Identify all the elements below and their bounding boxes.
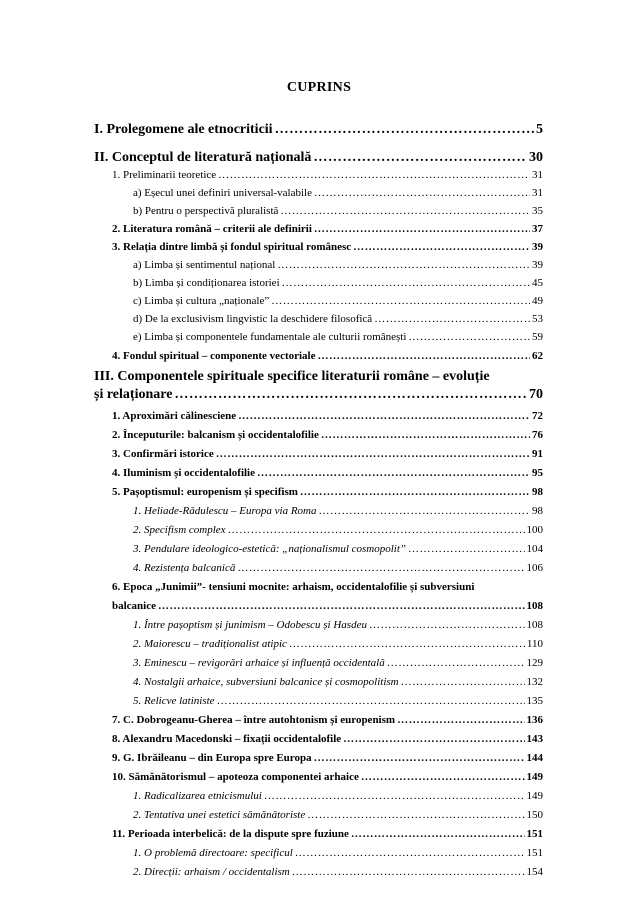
toc-entry-label: 3. Relația dintre limbă și fondul spiritual românesc <box>112 241 352 253</box>
toc-entry[interactable] <box>112 410 543 423</box>
toc-entry-label: e) Limba și componentele fundamentale ale culturii românești <box>133 331 407 343</box>
toc-page-number: 110 <box>526 638 543 650</box>
toc-entry-label: 1. Aproximări călinesciene <box>112 410 237 422</box>
toc-page-number: 108 <box>526 600 543 612</box>
toc-entry-label: 3. Confirmări istorice <box>112 448 214 460</box>
leader-dots <box>295 847 525 860</box>
toc-entry-label: c) Limba și cultura „naționale” <box>133 295 270 307</box>
toc-entry-label-line: III. Componentele spirituale specifice literaturii române – evoluție <box>94 369 490 384</box>
toc-page-number: 37 <box>532 223 543 235</box>
toc-entry-label: 2. Începuturile: balcanism și occidentalofilie <box>112 429 319 441</box>
toc-entry[interactable] <box>133 295 543 308</box>
toc-entry[interactable] <box>133 695 543 708</box>
toc-page-number: 132 <box>526 676 543 688</box>
toc-page-number: 151 <box>526 828 543 840</box>
leader-dots <box>387 657 525 670</box>
leader-dots <box>271 295 530 308</box>
toc-page-number: 39 <box>532 241 543 253</box>
leader-dots <box>280 205 530 218</box>
toc-entry-label: 3. Pendulare ideologico-estetică: „naționalismul cosmopolit” <box>133 543 407 555</box>
leader-dots <box>292 866 525 879</box>
toc-page-number: 45 <box>532 277 543 289</box>
toc-page-number: 144 <box>526 752 543 764</box>
leader-dots <box>300 486 530 499</box>
toc-entry[interactable] <box>133 676 543 689</box>
toc-page-number: 95 <box>532 467 543 479</box>
toc-page-number: 100 <box>526 524 543 536</box>
toc-entry-label: 10. Sămănătorismul – apoteoza componentei arhaice <box>112 771 359 783</box>
leader-dots <box>321 429 530 442</box>
toc-entry-label: 4. Iluminism și occidentalofilie <box>112 467 255 479</box>
toc-entry[interactable] <box>112 223 543 236</box>
toc-entry[interactable] <box>112 486 543 499</box>
toc-page-number: 39 <box>532 259 543 271</box>
leader-dots <box>314 187 530 200</box>
toc-entry[interactable] <box>133 187 543 200</box>
toc-entry-part-1[interactable] <box>94 122 543 138</box>
leader-dots <box>408 331 530 344</box>
toc-entry[interactable] <box>112 241 543 254</box>
leader-dots <box>319 505 531 518</box>
toc-page-number: 70 <box>529 387 543 402</box>
toc-entry[interactable] <box>112 429 543 442</box>
toc-page-number: 98 <box>532 505 543 517</box>
toc-entry[interactable] <box>133 259 543 272</box>
toc-page-number: 104 <box>526 543 543 555</box>
toc-entry-label: 1. O problemă directoare: specificul <box>133 847 293 859</box>
toc-entry-label: I. Prolegomene ale etnocriticii <box>94 122 273 137</box>
leader-dots <box>282 277 530 290</box>
leader-dots <box>313 150 527 166</box>
leader-dots <box>408 543 524 556</box>
toc-entry[interactable] <box>133 809 543 822</box>
toc-page-number: 143 <box>526 733 543 745</box>
toc-entry-label: 1. Preliminarii teoretice <box>112 169 217 181</box>
toc-page-number: 91 <box>532 448 543 460</box>
toc-entry-label: 1. Între pașoptism și junimism – Odobescu și Hasdeu <box>133 619 367 631</box>
toc-entry[interactable] <box>133 205 543 218</box>
toc-entry-label: 2. Literatura română – criterii ale definirii <box>112 223 312 235</box>
toc-entry[interactable] <box>133 657 543 670</box>
toc-page-number: 108 <box>526 619 543 631</box>
toc-entry-label: 5. Pașoptismul: europenism și specifism <box>112 486 298 498</box>
leader-dots <box>369 619 525 632</box>
leader-dots <box>158 600 525 613</box>
toc-entry[interactable] <box>133 562 543 575</box>
toc-page-number: 154 <box>526 866 543 878</box>
toc-entry-label: d) De la exclusivism lingvistic la deschidere filosofică <box>133 313 373 325</box>
leader-dots <box>353 241 530 254</box>
toc-page-number: 30 <box>529 150 543 165</box>
toc-entry[interactable] <box>133 524 543 537</box>
toc-entry-label: 2. Direcții: arhaism / occidentalism <box>133 866 290 878</box>
toc-entry[interactable] <box>112 600 543 613</box>
toc-entry[interactable] <box>133 866 543 879</box>
toc-page-number: 106 <box>526 562 543 574</box>
toc-entry-label: 2. Maiorescu – tradiționalist atipic <box>133 638 287 650</box>
leader-dots <box>397 714 524 727</box>
toc-entry-label: b) Pentru o perspectivă pluralistă <box>133 205 279 217</box>
toc-entry[interactable] <box>112 169 543 182</box>
toc-page-number: 31 <box>532 169 543 181</box>
toc-entry-label: 9. G. Ibrăileanu – din Europa spre Europa <box>112 752 312 764</box>
toc-entry[interactable] <box>133 277 543 290</box>
leader-dots <box>401 676 525 689</box>
toc-page-number: 136 <box>526 714 543 726</box>
toc-entry[interactable] <box>133 543 543 556</box>
toc-entry[interactable] <box>112 771 543 784</box>
toc-page-number: 98 <box>532 486 543 498</box>
leader-dots <box>343 733 524 746</box>
toc-entry-label: 4. Nostalgii arhaice, subversiuni balcanice și cosmopolitism <box>133 676 399 688</box>
toc-entry[interactable] <box>133 847 543 860</box>
leader-dots <box>228 524 525 537</box>
toc-entry-label: 7. C. Dobrogeanu-Gherea – între autohtonism și europenism <box>112 714 396 726</box>
toc-entry-label: 4. Fondul spiritual – componente vectoriale <box>112 350 316 362</box>
toc-entry-label-line: 6. Epoca „Junimii”- tensiuni mocnite: arhaism, occidentalofilie și subversiuni <box>112 581 475 593</box>
toc-entry-label: 2. Tentativa unei estetici sămănătoriste <box>133 809 306 821</box>
leader-dots <box>307 809 524 822</box>
leader-dots <box>374 313 530 326</box>
toc-page-number: 149 <box>526 771 543 783</box>
leader-dots <box>218 169 530 182</box>
leader-dots <box>314 223 530 236</box>
toc-entry[interactable] <box>112 733 543 746</box>
leader-dots <box>318 350 531 363</box>
toc-page-number: 53 <box>532 313 543 325</box>
toc-entry-label: 3. Eminescu – revigorări arhaice și influență occidentală <box>133 657 385 669</box>
toc-page-number: 35 <box>532 205 543 217</box>
toc-page-number: 150 <box>526 809 543 821</box>
leader-dots <box>289 638 525 651</box>
toc-page-number: 49 <box>532 295 543 307</box>
toc-entry[interactable] <box>112 467 543 480</box>
toc-entry[interactable] <box>112 752 543 765</box>
toc-entry-label: II. Conceptul de literatură națională <box>94 150 312 165</box>
toc-entry[interactable] <box>133 505 543 518</box>
leader-dots <box>361 771 525 784</box>
leader-dots <box>216 448 530 461</box>
toc-entry[interactable] <box>133 313 543 326</box>
toc-entry-label: balcanice <box>112 600 156 612</box>
toc-entry-label: 1. Heliade-Rădulescu – Europa via Roma <box>133 505 317 517</box>
leader-dots <box>238 410 530 423</box>
toc-entry[interactable] <box>133 638 543 651</box>
toc-entry-part-2[interactable] <box>94 150 543 166</box>
toc-entry[interactable] <box>133 331 543 344</box>
toc-entry-label: 8. Alexandru Macedonski – fixații occidentalofile <box>112 733 342 745</box>
toc-entry-label: 2. Specifism complex <box>133 524 226 536</box>
toc-page-number: 135 <box>526 695 543 707</box>
page-title: CUPRINS <box>286 80 352 95</box>
toc-page-number: 62 <box>532 350 543 362</box>
toc-page-number: 76 <box>532 429 543 441</box>
toc-entry-label: a) Limba și sentimentul național <box>133 259 276 271</box>
toc-entry[interactable] <box>133 790 543 803</box>
leader-dots <box>217 695 525 708</box>
toc-entry-label: 1. Radicalizarea etnicismului <box>133 790 262 802</box>
toc-page-number: 5 <box>536 122 543 137</box>
toc-entry-part-3[interactable] <box>94 387 543 403</box>
toc-page-number: 151 <box>526 847 543 859</box>
toc-page-number: 149 <box>526 790 543 802</box>
leader-dots <box>351 828 525 841</box>
toc-entry-label: 11. Perioada interbelică: de la dispute spre fuziune <box>112 828 349 840</box>
toc-page-number: 72 <box>532 410 543 422</box>
leader-dots <box>257 467 530 480</box>
toc-page-number: 59 <box>532 331 543 343</box>
toc-page-number: 129 <box>526 657 543 669</box>
toc-entry[interactable] <box>112 350 543 363</box>
leader-dots <box>275 122 534 138</box>
leader-dots <box>314 752 525 765</box>
toc-entry[interactable] <box>112 714 543 727</box>
toc-entry-label: și relaționare <box>94 387 173 402</box>
leader-dots <box>237 562 524 575</box>
toc-entry-label: 5. Relicve latiniste <box>133 695 215 707</box>
toc-entry-label: a) Eșecul unei definiri universal-valabile <box>133 187 312 199</box>
leader-dots <box>277 259 530 272</box>
toc-entry[interactable] <box>112 828 543 841</box>
toc-entry[interactable] <box>133 619 543 632</box>
toc-entry[interactable] <box>112 448 543 461</box>
toc-entry-label: 4. Rezistența balcanică <box>133 562 236 574</box>
toc-entry-label: b) Limba și condiționarea istoriei <box>133 277 280 289</box>
leader-dots <box>174 387 527 403</box>
leader-dots <box>264 790 525 803</box>
toc-page-number: 31 <box>532 187 543 199</box>
